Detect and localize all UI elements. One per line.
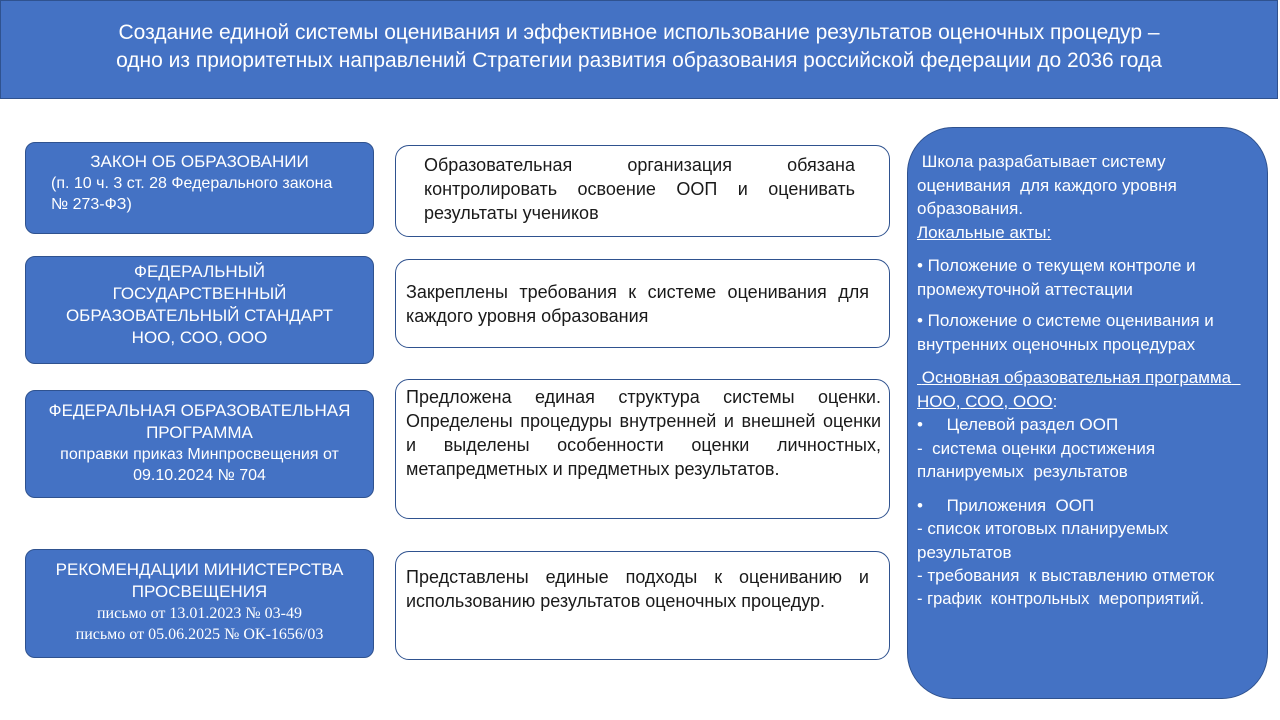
appendix-item-2: - требования к выставлению отметок bbox=[917, 566, 1215, 585]
local-act-1: • Положение о текущем контроле и промежуточной аттестации bbox=[917, 256, 1196, 299]
fop-reference: поправки приказ Минпросвещения от 09.10.2024 № 704 bbox=[60, 446, 339, 484]
slide-title bbox=[0, 0, 1278, 99]
law-box bbox=[25, 142, 374, 234]
law-description-text: Образовательная организация обязана контролировать освоение ООП и оценивать результаты учеников bbox=[424, 155, 855, 223]
appendix-item-3: - график контрольных мероприятий. bbox=[917, 589, 1205, 608]
appendix-item-1: - список итоговых планируемых результатов bbox=[917, 519, 1169, 562]
fop-box bbox=[25, 390, 374, 498]
oop-heading bbox=[917, 366, 1255, 413]
fgos-description-text: Закреплены требования к системе оценивания для каждого уровня образования bbox=[406, 282, 869, 326]
fgos-description bbox=[395, 259, 890, 348]
local-act-2: • Положение о системе оценивания и внутренних оценочных процедурах bbox=[917, 311, 1214, 354]
school-intro: Школа разрабатывает систему оценивания для каждого уровня образования. bbox=[917, 152, 1182, 218]
recommendations-description bbox=[395, 551, 890, 660]
recommendations-box bbox=[25, 549, 374, 658]
target-section-item: - система оценки достижения планируемых результатов bbox=[917, 438, 1160, 481]
oop-heading-text: Основная образовательная программа НОО, СОО, ООО bbox=[917, 368, 1241, 411]
law-description bbox=[395, 145, 890, 237]
letter-2: письмо от 05.06.2025 № ОК-1656/03 bbox=[75, 626, 324, 643]
title-line-2: одно из приоритетных направлений Стратегии развития образования российской федерации до 2036 года bbox=[116, 49, 1162, 72]
recommendations-description-text: Представлены единые подходы к оцениванию и использованию результатов оценочных процедур. bbox=[406, 567, 869, 611]
fgos-title: ФЕДЕРАЛЬНЫЙ ГОСУДАРСТВЕННЫЙ ОБРАЗОВАТЕЛЬНЫЙ СТАНДАРТ НОО, СОО, ООО bbox=[65, 262, 334, 347]
fop-description-text: Предложена единая структура системы оценки. Определены процедуры внутренней и внешней оценки и выделены особенности оценки личностных, метапредметных и предметных результатов. bbox=[406, 387, 881, 479]
law-title: ЗАКОН ОБ ОБРАЗОВАНИИ bbox=[90, 152, 309, 171]
local-acts-heading: Локальные акты: bbox=[917, 222, 1052, 242]
fop-description bbox=[395, 379, 890, 519]
law-reference: (п. 10 ч. 3 ст. 28 Федерального закона № 273-ФЗ) bbox=[51, 175, 333, 213]
school-system-panel bbox=[907, 127, 1268, 699]
oop-heading-colon: : bbox=[1052, 391, 1058, 411]
fop-title: ФЕДЕРАЛЬНАЯ ОБРАЗОВАТЕЛЬНАЯ ПРОГРАММА bbox=[48, 401, 351, 442]
target-section: • Целевой раздел ООП bbox=[917, 415, 1119, 434]
fgos-box bbox=[25, 256, 374, 364]
title-line-1: Создание единой системы оценивания и эффективное использование результатов оценочных процедур – bbox=[118, 21, 1160, 44]
letter-1: письмо от 13.01.2023 № 03-49 bbox=[96, 605, 303, 622]
recommendations-title: РЕКОМЕНДАЦИИ МИНИСТЕРСТВА ПРОСВЕЩЕНИЯ bbox=[55, 560, 344, 601]
appendices-section: • Приложения ООП bbox=[917, 495, 1095, 515]
